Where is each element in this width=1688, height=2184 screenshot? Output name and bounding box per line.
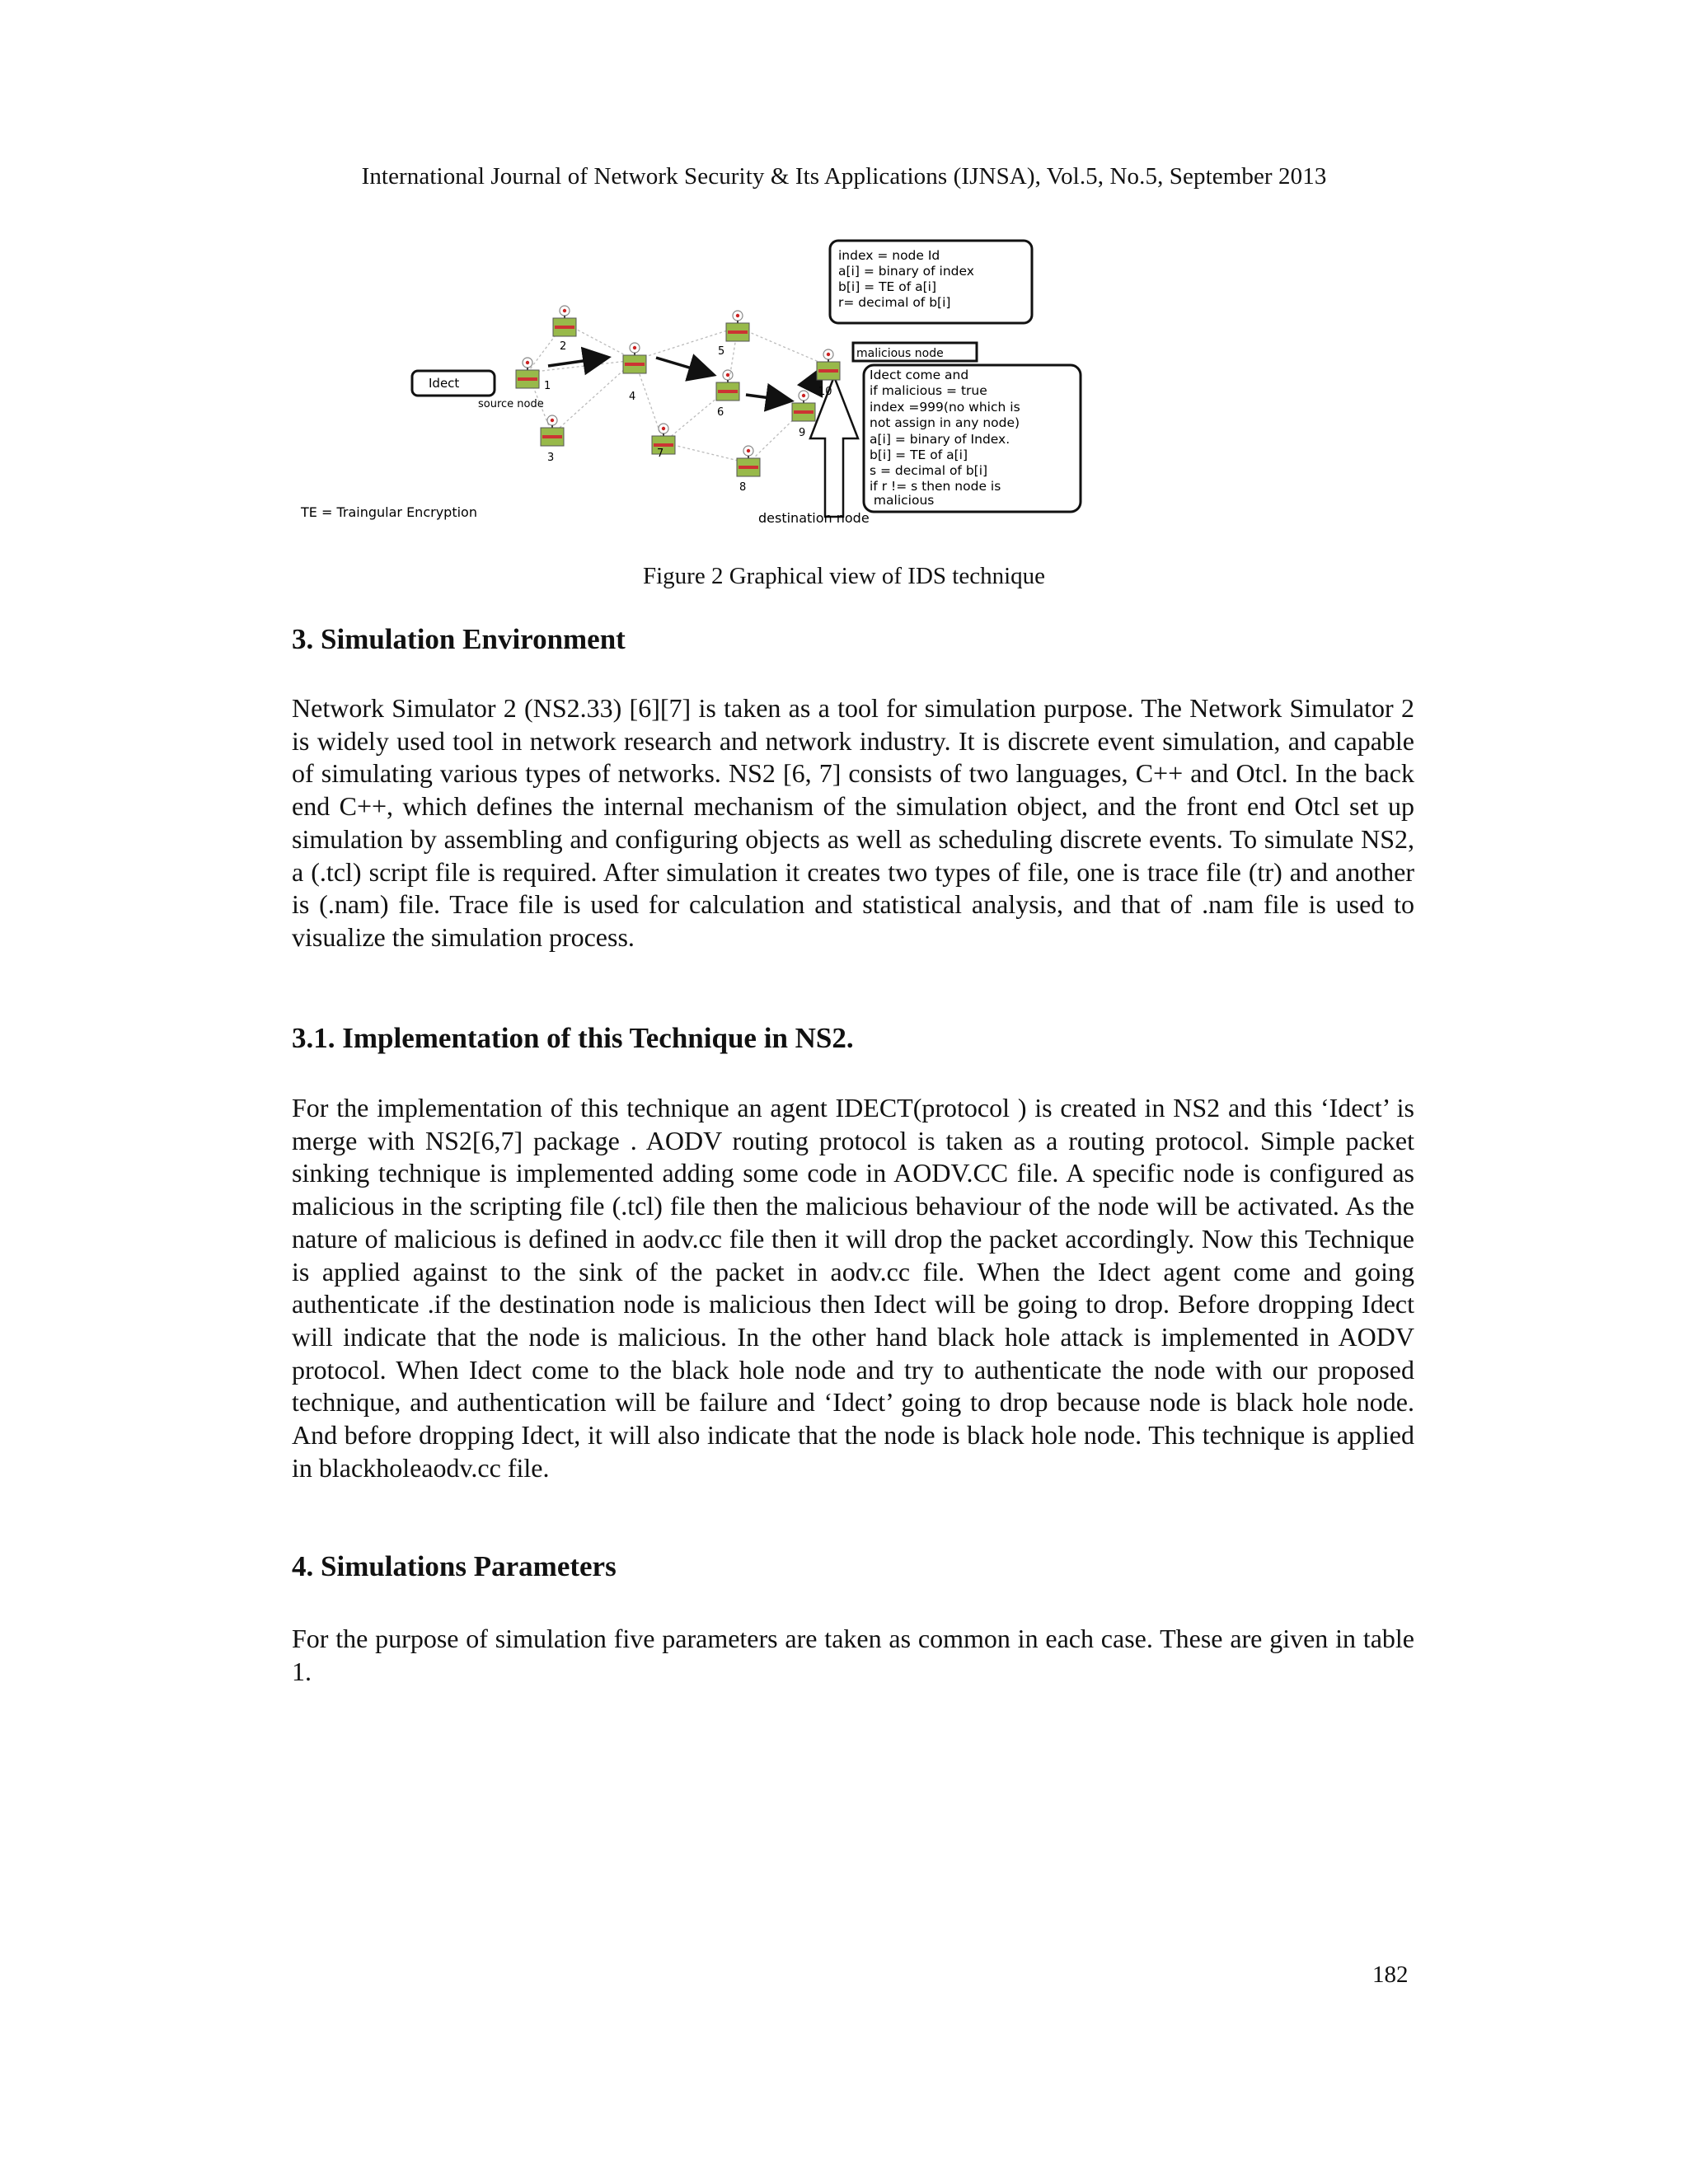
- malicious-node-label: malicious node: [856, 347, 944, 360]
- svg-text:3: 3: [547, 452, 555, 464]
- ids-diagram: [293, 232, 1133, 536]
- box-right-line: a[i] = binary of Index.: [870, 432, 1010, 447]
- node-3: [541, 415, 564, 464]
- section-heading-simulation-environment: 3. Simulation Environment: [292, 623, 626, 655]
- svg-text:1: 1: [544, 380, 551, 392]
- box-right-line: Idect come and: [870, 368, 969, 382]
- flow-arrow-3: [746, 395, 789, 401]
- box-top-line: b[i] = TE of a[i]: [838, 279, 937, 294]
- node-5: [718, 311, 749, 358]
- box-right-line: not assign in any node): [870, 415, 1020, 430]
- paragraph-parameters: For the purpose of simulation five parameters are taken as common in each case. These are given in table 1.: [292, 1624, 1414, 1686]
- box-right-line: if r != s then node is: [870, 479, 1001, 494]
- box-right-line: malicious: [870, 493, 935, 508]
- section-heading-implementation: 3.1. Implementation of this Technique in NS2.: [292, 1022, 854, 1054]
- destination-node-label: destination node: [758, 510, 870, 526]
- box-right-line: b[i] = TE of a[i]: [870, 448, 968, 462]
- svg-text:10: 10: [818, 386, 832, 398]
- node-2: [553, 306, 576, 353]
- box-top-line: a[i] = binary of index: [838, 264, 974, 279]
- box-right-line: s = decimal of b[i]: [870, 463, 988, 478]
- box-right-line: if malicious = true: [870, 383, 987, 398]
- node-4: [623, 343, 646, 403]
- box-top-line: r= decimal of b[i]: [838, 295, 951, 310]
- svg-text:4: 4: [629, 391, 636, 403]
- destination-arrow: [810, 377, 858, 517]
- node-7: [652, 424, 675, 460]
- svg-text:5: 5: [718, 345, 725, 358]
- node-6: [716, 370, 739, 419]
- paragraph-simulation-environment: Network Simulator 2 (NS2.33) [6][7] is taken as a tool for simulation purpose. The Network Simulator 2 is widely used tool in network research and network industry. It is discrete event simulation, and capable of simulating various types of networks. NS2 [6, 7] consists of two languages, C++ and Otcl. In the back end C++, which defines the internal mechanism of the simulation object, and the front end Otcl set up simulation by assembling and configuring objects as well as scheduling discrete events. To simulate NS2, a (.tcl) script file is required. After simulation it creates two types of file, one is trace file (tr) and another is (.nam) file. Trace file is used for calculation and statistical analysis, and that of .nam file is used to visualize the simulation process.: [292, 693, 1414, 952]
- svg-text:8: 8: [739, 481, 747, 494]
- node-1: [516, 358, 551, 392]
- page-number: 182: [1372, 1961, 1409, 1988]
- paragraph-implementation: For the implementation of this technique an agent IDECT(protocol ) is created in NS2 and this ‘Idect’ is merge with NS2[6,7] package . AODV routing protocol is taken as a routing protocol. Simple packet sinking technique is implemented adding some code in AODV.CC file. A specific node is configured as malicious in the scripting file (.tcl) file then the malicious behaviour of the node will be activated. As the nature of malicious is defined in aodv.cc file then it will drop the packet accordingly. Now this Technique is applied against to the sink of the packet in aodv.cc file. When the Idect agent come and going authenticate .if the destination node is malicious then Idect will be going to drop. Before dropping Idect will indicate that the node is malicious. In the other hand black hole attack is implemented in AODV protocol. When Idect come to the black hole node and try to authenticate the node with our proposed technique, and authentication will be failure and ‘Idect’ going to drop because node is black hole node. And before dropping Idect, it will also indicate that the node is black hole node. This technique is applied in blackholeaodv.cc file.: [292, 1093, 1414, 1483]
- source-node-label: source node: [478, 398, 544, 410]
- section-heading-parameters: 4. Simulations Parameters: [292, 1550, 617, 1582]
- idect-label: Idect: [429, 376, 460, 391]
- svg-text:9: 9: [799, 427, 806, 439]
- node-8: [737, 446, 760, 494]
- flow-arrow-2: [656, 358, 711, 374]
- box-top-line: index = node Id: [838, 248, 940, 263]
- journal-header: International Journal of Network Security & Its Applications (IJNSA), Vol.5, No.5, September 2013: [361, 163, 1327, 190]
- ids-figure: [293, 232, 1133, 536]
- figure-caption: Figure 2 Graphical view of IDS technique: [642, 563, 1046, 589]
- te-legend: TE = Traingular Encryption: [301, 504, 477, 520]
- svg-text:2: 2: [560, 340, 567, 353]
- svg-text:7: 7: [657, 448, 664, 460]
- svg-text:6: 6: [717, 406, 724, 419]
- box-right-line: index =999(no which is: [870, 400, 1020, 415]
